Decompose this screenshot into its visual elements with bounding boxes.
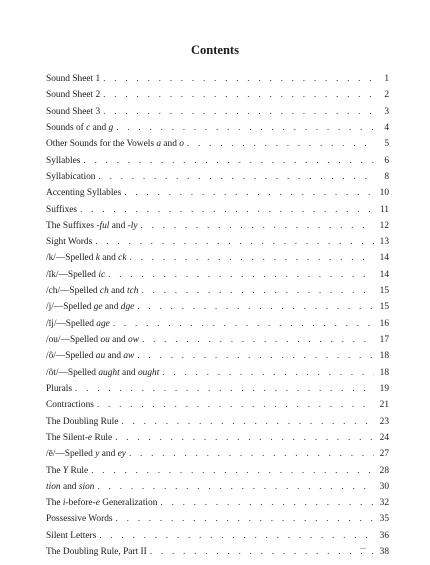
toc-entry bbox=[46, 104, 389, 120]
toc-entry-page-number: 17 bbox=[379, 335, 389, 345]
toc-entry-title: Sound Sheet 1 bbox=[46, 74, 101, 84]
toc-entry-title: tion and sion bbox=[46, 481, 95, 492]
toc-entry-page-number: 18 bbox=[379, 367, 389, 378]
toc-entry bbox=[46, 397, 389, 413]
toc-entry-title: /ch/—Spelled ch and tch bbox=[46, 286, 139, 297]
dot-leader bbox=[115, 430, 374, 446]
toc-entry-title: The Suffixes -ful and -ly bbox=[46, 220, 138, 231]
toc-entry-page-number: 28 bbox=[379, 465, 389, 476]
toc-entry-title: /ou/—Spelled ou and ow bbox=[46, 335, 139, 345]
dot-leader bbox=[187, 136, 374, 152]
toc-entry bbox=[46, 511, 389, 527]
table-of-contents bbox=[46, 71, 389, 560]
toc-entry-page-number: 13 bbox=[379, 237, 389, 248]
toc-entry-page-number: 8 bbox=[384, 171, 389, 182]
dot-leader bbox=[95, 234, 374, 250]
dot-leader bbox=[103, 104, 374, 120]
dot-leader bbox=[97, 397, 374, 413]
toc-entry-title: /ē/—Spelled y and ey bbox=[46, 449, 126, 460]
dot-leader bbox=[103, 71, 374, 87]
toc-entry-page-number: 14 bbox=[379, 269, 389, 280]
toc-entry bbox=[46, 332, 389, 348]
dot-leader bbox=[129, 446, 374, 462]
toc-entry-page-number: 35 bbox=[379, 514, 389, 525]
dot-leader bbox=[103, 87, 374, 103]
toc-entry bbox=[46, 348, 389, 364]
toc-entry bbox=[46, 87, 389, 103]
toc-entry-page-number: 16 bbox=[379, 318, 389, 329]
toc-entry-title: Possessive Words bbox=[46, 514, 113, 525]
toc-entry-page-number: 14 bbox=[379, 253, 389, 264]
toc-entry-page-number: 36 bbox=[379, 530, 389, 541]
dot-leader bbox=[141, 218, 375, 234]
toc-entry bbox=[46, 71, 389, 87]
toc-entry-page-number: 23 bbox=[379, 416, 389, 427]
dot-leader bbox=[99, 528, 374, 544]
toc-entry-page-number: 21 bbox=[379, 400, 389, 411]
dot-leader bbox=[129, 250, 374, 266]
toc-entry-page-number: 27 bbox=[379, 449, 389, 460]
toc-entry-page-number: 19 bbox=[379, 383, 389, 394]
toc-entry-title: Suffixes bbox=[46, 204, 78, 215]
toc-entry bbox=[46, 479, 389, 495]
toc-entry bbox=[46, 120, 389, 136]
toc-entry bbox=[46, 169, 389, 185]
toc-entry-title: /k/—Spelled k and ck bbox=[46, 253, 127, 264]
dot-leader bbox=[75, 381, 374, 397]
toc-entry-title: /j/—Spelled ge and dge bbox=[46, 302, 135, 313]
toc-entry-title: Other Sounds for the Vowels a and o bbox=[46, 139, 184, 150]
toc-entry-page-number: 6 bbox=[384, 155, 389, 166]
toc-entry bbox=[46, 414, 389, 430]
toc-entry-title: The Doubling Rule bbox=[46, 416, 119, 427]
toc-entry-title: The Y Rule bbox=[46, 465, 89, 476]
toc-entry bbox=[46, 185, 389, 201]
toc-entry-title: The Doubling Rule, Part II bbox=[46, 547, 147, 558]
toc-entry-page-number: 1 bbox=[384, 74, 389, 84]
dot-leader bbox=[142, 332, 374, 348]
toc-entry bbox=[46, 381, 389, 397]
toc-entry-page-number: 11 bbox=[379, 204, 389, 215]
toc-entry-page-number: 18 bbox=[379, 351, 389, 362]
toc-entry-page-number: 4 bbox=[384, 122, 389, 133]
toc-entry-title: Syllabication bbox=[46, 171, 96, 182]
toc-entry bbox=[46, 136, 389, 152]
toc-entry-title: /ĭk/—Spelled ic bbox=[46, 269, 106, 280]
toc-entry-page-number: 2 bbox=[384, 90, 389, 101]
dot-leader bbox=[137, 299, 374, 315]
toc-entry-title: Contractions bbox=[46, 400, 94, 411]
dot-leader bbox=[83, 153, 374, 169]
toc-entry bbox=[46, 267, 389, 283]
dot-leader bbox=[124, 185, 374, 201]
dot-leader bbox=[97, 479, 374, 495]
toc-entry-title: Sight Words bbox=[46, 237, 93, 248]
page-title: Contents bbox=[191, 43, 239, 57]
toc-entry bbox=[46, 495, 389, 511]
toc-entry bbox=[46, 463, 389, 479]
toc-entry-page-number: 24 bbox=[379, 432, 389, 443]
toc-entry bbox=[46, 234, 389, 250]
toc-entry-title: Silent Letters bbox=[46, 530, 97, 541]
dot-leader bbox=[160, 495, 374, 511]
dot-leader bbox=[121, 414, 374, 430]
dot-leader bbox=[116, 120, 374, 136]
dot-leader bbox=[108, 267, 374, 283]
toc-entry-page-number: 12 bbox=[379, 220, 389, 231]
toc-entry bbox=[46, 365, 389, 381]
dot-leader bbox=[162, 365, 374, 381]
toc-entry-title: The i-before-e Generalization bbox=[46, 498, 158, 509]
toc-entry bbox=[46, 153, 389, 169]
toc-entry-title: Sounds of c and g bbox=[46, 122, 114, 133]
toc-entry-title: /ĭj/—Spelled age bbox=[46, 318, 110, 329]
dot-leader bbox=[137, 348, 374, 364]
toc-entry-page-number: 3 bbox=[384, 106, 389, 117]
toc-entry-title: Syllables bbox=[46, 155, 81, 166]
toc-entry-title: /ôt/—Spelled aught and ought bbox=[46, 367, 160, 378]
toc-entry bbox=[46, 528, 389, 544]
toc-entry-title: Plurals bbox=[46, 383, 73, 394]
toc-entry bbox=[46, 430, 389, 446]
toc-entry-title: Accenting Syllables bbox=[46, 188, 122, 199]
dot-leader bbox=[98, 169, 374, 185]
toc-entry-title: The Silent-e Rule bbox=[46, 432, 113, 443]
dot-leader bbox=[150, 544, 374, 560]
toc-entry bbox=[46, 316, 389, 332]
dot-leader bbox=[141, 283, 374, 299]
toc-entry bbox=[46, 202, 389, 218]
toc-entry bbox=[46, 299, 389, 315]
toc-entry bbox=[46, 250, 389, 266]
dot-leader bbox=[91, 463, 374, 479]
toc-entry-page-number: 5 bbox=[384, 139, 389, 150]
toc-entry-page-number: 30 bbox=[379, 481, 389, 492]
page-mark bbox=[360, 548, 366, 552]
toc-entry-page-number: 15 bbox=[379, 286, 389, 297]
toc-entry-page-number: 38 bbox=[379, 547, 389, 558]
dot-leader bbox=[116, 511, 374, 527]
toc-entry-title: Sound Sheet 2 bbox=[46, 90, 101, 101]
toc-entry-title: /ô/—Spelled au and aw bbox=[46, 351, 135, 362]
toc-entry bbox=[46, 218, 389, 234]
toc-entry-page-number: 10 bbox=[379, 188, 389, 199]
toc-entry bbox=[46, 544, 389, 560]
toc-entry-page-number: 15 bbox=[379, 302, 389, 313]
toc-entry bbox=[46, 283, 389, 299]
dot-leader bbox=[80, 202, 374, 218]
toc-entry bbox=[46, 446, 389, 462]
dot-leader bbox=[113, 316, 374, 332]
toc-entry-title: Sound Sheet 3 bbox=[46, 106, 101, 117]
toc-entry-page-number: 32 bbox=[379, 498, 389, 509]
